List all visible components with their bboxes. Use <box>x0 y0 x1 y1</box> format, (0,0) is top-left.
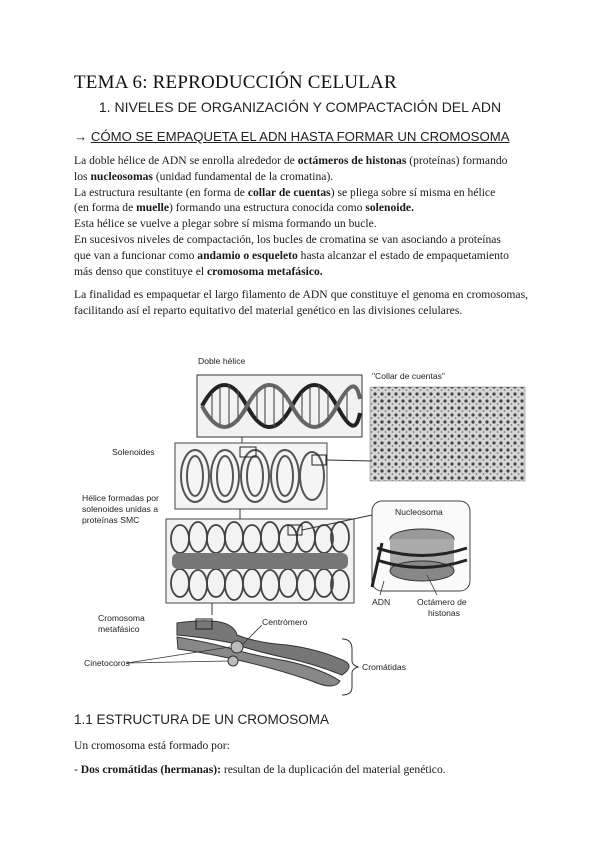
text-line: La estructura resultante (en forma de collar de cuentas) se pliega sobre sí misma en hélice <box>74 185 496 199</box>
label-adn: ADN <box>372 597 391 607</box>
label-octamero-l2: histonas <box>428 608 461 618</box>
subsection-heading-text: CÓMO SE EMPAQUETA EL ADN HASTA FORMAR UN CROMOSOMA <box>90 129 510 144</box>
label-helice-l2: solenoides unidas a <box>82 504 158 514</box>
list-item: - Dos cromátidas (hermanas): resultan de la duplicación del material genético. <box>74 763 446 776</box>
arrow-icon: → <box>74 129 88 144</box>
double-helix-panel <box>197 356 362 437</box>
label-cinetocoros: Cinetocoros <box>84 658 130 668</box>
chromosome-compaction-figure <box>72 343 528 708</box>
text-line: que van a funcionar como andamio o esqueleto hasta alcanzar el estado de empaquetamiento <box>74 248 509 262</box>
section-intro: Un cromosoma está formado por: <box>74 739 230 752</box>
label-cromosoma-l2: metafásico <box>98 624 140 634</box>
text-line: Esta hélice se vuelve a plegar sobre sí misma formando un bucle. <box>74 217 377 231</box>
label-collar-de-cuentas: "Collar de cuentas" <box>372 371 445 381</box>
label-helice-l3: proteínas SMC <box>82 515 140 525</box>
label-cromatidas: Cromátidas <box>362 662 406 672</box>
text-line: En sucesivos niveles de compactación, los bucles de cromatina se van asociando a proteínas <box>74 232 501 246</box>
label-centromero: Centrómero <box>262 617 308 627</box>
label-helice-l1: Hélice formadas por <box>82 493 159 503</box>
label-doble-helice: Doble hélice <box>198 356 246 366</box>
label-nucleosoma: Nucleosoma <box>395 507 443 517</box>
section-subtitle: 1. NIVELES DE ORGANIZACIÓN Y COMPACTACIÓN DEL ADN <box>98 99 502 115</box>
text-line: La doble hélice de ADN se enrolla alrededor de octámeros de histonas (proteínas) formando <box>74 154 508 167</box>
paragraph-purpose: La finalidad es empaquetar el largo filamento de ADN que constituye el genoma en cromosomas, facilitando así el reparto equitativo del material genético en las divisiones celulares. <box>74 288 528 317</box>
label-cromosoma-l1: Cromosoma <box>98 613 145 623</box>
beads-on-string-panel <box>370 371 525 481</box>
subsection-heading <box>74 129 510 144</box>
text-line: más denso que constituye el cromosoma metafásico. <box>74 264 323 278</box>
text-line: los nucleosomas (unidad fundamental de la cromatina). <box>74 169 334 183</box>
page-title: TEMA 6: REPRODUCCIÓN CELULAR <box>74 72 397 93</box>
metaphase-chromosome <box>84 613 406 695</box>
text-line: (en forma de muelle) formando una estructura conocida como solenoide. <box>74 201 414 215</box>
section-heading-chromosome-structure: 1.1 ESTRUCTURA DE UN CROMOSOMA <box>74 712 330 727</box>
label-solenoides: Solenoides <box>112 447 155 457</box>
label-octamero-l1: Octámero de <box>417 597 467 607</box>
paragraph-dna-packaging <box>74 153 528 279</box>
